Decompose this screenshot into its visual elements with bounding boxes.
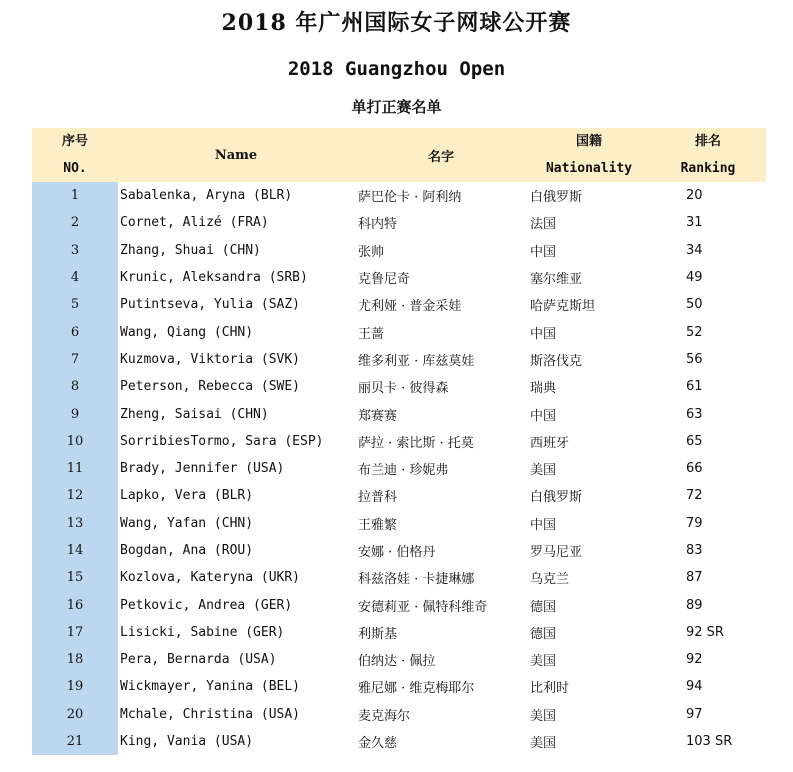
player-name-cn: 麦克海尔 [358, 708, 411, 724]
player-ranking: 31 [686, 215, 703, 231]
row-number: 16 [32, 591, 118, 618]
player-name: King, Vania (USA) [120, 734, 254, 750]
player-name: Peterson, Rebecca (SWE) [120, 379, 301, 395]
player-name-cn: 张帅 [358, 244, 385, 260]
player-nationality: 乌克兰 [530, 572, 570, 588]
header-name-cn-label: 名字 [427, 149, 454, 165]
player-name-cn: 雅尼娜 · 维克梅耶尔 [358, 681, 475, 697]
row-number: 1 [32, 182, 118, 209]
player-name-cn: 王蔷 [358, 326, 385, 342]
player-ranking: 97 [686, 706, 703, 722]
player-name-cn: 郑赛赛 [358, 408, 398, 424]
header-nat-en: Nationality [545, 161, 633, 176]
player-ranking: 61 [686, 379, 703, 395]
player-nationality: 瑞典 [530, 381, 557, 397]
player-name: Wickmayer, Yanina (BEL) [120, 679, 301, 695]
player-name-cn: 金久慈 [358, 736, 398, 752]
row-number: 20 [32, 701, 118, 728]
row-number: 8 [32, 373, 118, 400]
table-row [32, 564, 766, 591]
player-ranking: 103 SR [686, 734, 733, 750]
table-row [32, 728, 766, 755]
page-subtitle: 单打正赛名单 [351, 98, 442, 116]
row-number: 4 [32, 264, 118, 291]
row-number: 11 [32, 455, 118, 482]
table-row [32, 510, 766, 537]
player-nationality: 中国 [530, 326, 557, 342]
table-row [32, 373, 766, 400]
table-row [32, 400, 766, 427]
row-number: 15 [32, 564, 118, 591]
player-name-cn: 利斯基 [358, 626, 398, 642]
player-name-cn: 拉普科 [358, 490, 398, 506]
player-name: Kuzmova, Viktoria (SVK) [120, 351, 301, 367]
player-ranking: 56 [686, 351, 703, 367]
player-name-cn: 布兰迪 · 珍妮弗 [358, 463, 449, 479]
header-name-en: Name [214, 147, 258, 163]
page-title-english: 2018 Guangzhou Open [287, 58, 506, 80]
player-name-cn: 科内特 [358, 217, 398, 233]
table-row [32, 537, 766, 564]
row-number: 9 [32, 400, 118, 427]
player-ranking: 83 [686, 543, 703, 558]
table-row [32, 455, 766, 482]
player-nationality: 中国 [530, 244, 557, 260]
player-ranking: 92 [686, 652, 703, 668]
player-name: Kozlova, Kateryna (UKR) [120, 570, 301, 586]
player-name: Pera, Bernarda (USA) [120, 652, 277, 668]
table-row [32, 619, 766, 646]
table-body [32, 182, 766, 755]
row-number: 3 [32, 237, 118, 264]
player-name-cn: 丽贝卡 · 彼得森 [358, 381, 449, 397]
player-nationality: 罗马尼亚 [530, 545, 583, 560]
player-ranking: 52 [686, 324, 703, 340]
header-no-cn: 序号 [61, 134, 88, 149]
player-nationality: 德国 [530, 599, 557, 615]
header-nationality [528, 128, 650, 182]
table-row [32, 318, 766, 345]
row-number: 13 [32, 510, 118, 537]
player-ranking: 92 SR [686, 624, 724, 640]
table-row [32, 209, 766, 236]
player-nationality: 中国 [530, 517, 557, 533]
table-row [32, 346, 766, 373]
player-name-cn: 维多利亚 · 库兹莫娃 [358, 353, 475, 369]
player-ranking: 66 [686, 461, 703, 477]
player-name: Krunic, Aleksandra (SRB) [120, 270, 308, 286]
row-number: 10 [32, 428, 118, 455]
header-nat-cn: 国籍 [575, 134, 602, 149]
row-number: 17 [32, 619, 118, 646]
player-nationality: 美国 [530, 654, 557, 670]
player-ranking: 34 [686, 242, 703, 258]
player-nationality: 比利时 [530, 681, 570, 697]
table-row [32, 591, 766, 618]
player-name: Wang, Yafan (CHN) [120, 515, 254, 531]
player-nationality: 塞尔维亚 [530, 272, 583, 288]
player-name: Zheng, Saisai (CHN) [120, 406, 269, 422]
player-name: Mchale, Christina (USA) [120, 706, 301, 722]
player-name: Sabalenka, Aryna (BLR) [120, 188, 293, 204]
row-number: 12 [32, 482, 118, 509]
header-rank-en: Ranking [680, 161, 736, 176]
player-name: Zhang, Shuai (CHN) [120, 242, 261, 258]
table-row [32, 428, 766, 455]
table-row [32, 482, 766, 509]
table-row [32, 237, 766, 264]
player-ranking: 65 [686, 433, 703, 449]
row-number: 6 [32, 318, 118, 345]
table-row [32, 646, 766, 673]
table-row [32, 182, 766, 209]
row-number: 7 [32, 346, 118, 373]
player-name: Wang, Qiang (CHN) [120, 324, 254, 340]
player-nationality: 白俄罗斯 [530, 490, 583, 506]
player-nationality: 德国 [530, 626, 557, 642]
row-number: 5 [32, 291, 118, 318]
player-ranking: 89 [686, 597, 703, 613]
row-number: 2 [32, 209, 118, 236]
player-name-cn: 萨拉 · 索比斯 · 托莫 [358, 435, 474, 451]
player-ranking: 20 [686, 188, 703, 204]
page-title-chinese: 2018 年广州国际女子网球公开赛 [221, 10, 572, 36]
player-name: Putintseva, Yulia (SAZ) [120, 297, 301, 313]
player-name: Petkovic, Andrea (GER) [120, 597, 293, 613]
player-name: Lapko, Vera (BLR) [120, 488, 254, 504]
player-name-cn: 克鲁尼奇 [358, 272, 411, 288]
player-name: Brady, Jennifer (USA) [120, 461, 285, 477]
player-nationality: 法国 [530, 217, 557, 233]
player-ranking: 50 [686, 297, 703, 313]
player-nationality: 美国 [530, 736, 557, 752]
header-ranking [650, 128, 766, 182]
header-no-en: NO. [63, 161, 87, 176]
table-header [32, 128, 766, 182]
player-nationality: 西班牙 [530, 435, 570, 451]
table-row [32, 264, 766, 291]
player-name-cn: 安德莉亚 · 佩特科维奇 [358, 599, 488, 615]
player-nationality: 中国 [530, 408, 557, 424]
player-name-cn: 科兹洛娃 · 卡捷琳娜 [358, 572, 475, 588]
player-name: Lisicki, Sabine (GER) [120, 624, 285, 640]
header-no [32, 128, 118, 182]
row-number: 14 [32, 537, 118, 564]
player-nationality: 美国 [530, 463, 557, 479]
player-name: Bogdan, Ana (ROU) [120, 543, 254, 558]
player-ranking: 79 [686, 515, 703, 531]
player-name: Cornet, Alizé (FRA) [120, 215, 269, 231]
player-ranking: 49 [686, 270, 703, 286]
players-table [32, 128, 766, 755]
player-ranking: 63 [686, 406, 703, 422]
player-name-cn: 萨巴伦卡 · 阿利纳 [358, 190, 462, 206]
table-row [32, 673, 766, 700]
table-row [32, 701, 766, 728]
row-number: 21 [32, 728, 118, 755]
player-name-cn: 尤利娅 · 普金采娃 [358, 299, 462, 315]
row-number: 18 [32, 646, 118, 673]
player-nationality: 斯洛伐克 [530, 353, 583, 369]
player-nationality: 白俄罗斯 [530, 190, 583, 206]
player-nationality: 美国 [530, 708, 557, 724]
row-number: 19 [32, 673, 118, 700]
player-name: SorribiesTormo, Sara (ESP) [120, 433, 324, 449]
player-nationality: 哈萨克斯坦 [530, 299, 596, 315]
header-row [32, 128, 766, 182]
header-name [118, 128, 354, 182]
player-ranking: 87 [686, 570, 703, 586]
table-row [32, 291, 766, 318]
player-name-cn: 王雅繁 [358, 517, 398, 533]
player-ranking: 94 [686, 679, 703, 695]
header-rank-cn: 排名 [694, 134, 721, 149]
player-name-cn: 伯纳达 · 佩拉 [358, 654, 436, 670]
player-ranking: 72 [686, 488, 703, 504]
header-name-cn [354, 128, 528, 182]
player-name-cn: 安娜 · 伯格丹 [358, 545, 436, 560]
